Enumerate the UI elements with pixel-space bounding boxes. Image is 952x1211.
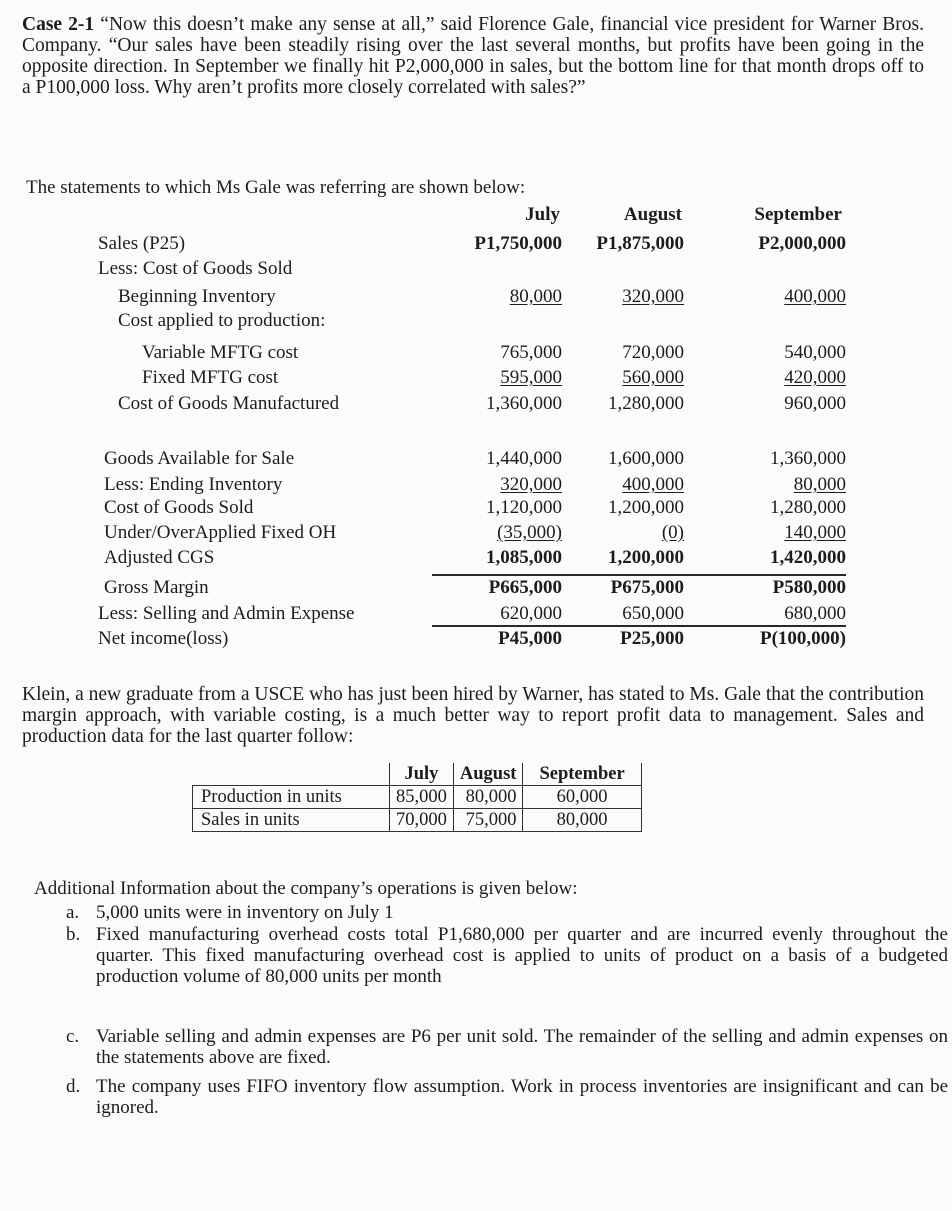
cell-fixed-mftg-july: 595,000 — [500, 367, 562, 388]
row-label-ending-inventory: Less: Ending Inventory — [104, 474, 283, 495]
row-label-less-cogs: Less: Cost of Goods Sold — [98, 258, 293, 279]
row-label-variable-mftg: Variable MFTG cost — [142, 342, 299, 363]
cell-beginning-inventory-july: 80,000 — [509, 286, 562, 307]
cell-ending-inventory-july: 320,000 — [500, 474, 562, 495]
cell-cogm-august: 1,280,000 — [608, 393, 684, 414]
table-row — [193, 809, 642, 832]
cell-beginning-inventory-september: 400,000 — [784, 286, 846, 307]
cell-cogs-september: 1,280,000 — [770, 497, 846, 518]
statements-intro: The statements to which Ms Gale was referring are shown below: — [26, 177, 526, 198]
list-item-marker: d. — [66, 1076, 81, 1097]
rule-gross-margin — [432, 574, 846, 576]
cell-cogs-august: 1,200,000 — [608, 497, 684, 518]
list-item-marker: c. — [66, 1026, 80, 1047]
col-header-august: August — [623, 204, 682, 225]
units-col-header-august: August — [453, 763, 523, 786]
row-label-selling-admin: Less: Selling and Admin Expense — [98, 603, 355, 624]
cell-sales-august: P1,875,000 — [596, 233, 684, 254]
case-label: Case 2-1 — [22, 14, 95, 35]
intro-paragraph — [22, 14, 924, 98]
cell-cogs-july: 1,120,000 — [486, 497, 562, 518]
row-label-net-income: Net income(loss) — [98, 628, 229, 649]
row-label-cogm: Cost of Goods Manufactured — [118, 393, 340, 414]
row-label-fixed-mftg: Fixed MFTG cost — [142, 367, 279, 388]
cell-selling-admin-august: 650,000 — [622, 603, 684, 624]
list-item: 5,000 units were in inventory on July 1 — [96, 902, 394, 923]
cell-cogm-july: 1,360,000 — [486, 393, 562, 414]
row-label-cogs: Cost of Goods Sold — [104, 497, 254, 518]
units-cell: 80,000 — [453, 786, 523, 809]
list-item-marker: a. — [66, 902, 80, 923]
units-table — [192, 763, 642, 832]
cell-cogm-september: 960,000 — [784, 393, 846, 414]
units-col-header-september: September — [523, 763, 641, 786]
cell-net-income-september: P(100,000) — [759, 628, 846, 649]
row-label-gross-margin: Gross Margin — [104, 577, 209, 598]
units-cell: 60,000 — [523, 786, 641, 809]
units-col-header-july: July — [390, 763, 454, 786]
cell-goods-available-september: 1,360,000 — [770, 448, 846, 469]
units-cell: 85,000 — [390, 786, 454, 809]
cell-adjusted-cgs-september: 1,420,000 — [770, 547, 846, 568]
cell-goods-available-august: 1,600,000 — [608, 448, 684, 469]
units-row-label: Production in units — [193, 786, 390, 809]
cell-selling-admin-july: 620,000 — [500, 603, 562, 624]
cell-sales-july: P1,750,000 — [474, 233, 562, 254]
cell-fixed-mftg-september: 420,000 — [784, 367, 846, 388]
units-header-blank — [193, 763, 390, 786]
cell-fixed-mftg-august: 560,000 — [622, 367, 684, 388]
col-header-september: September — [754, 204, 842, 225]
cell-net-income-july: P45,000 — [498, 628, 562, 649]
cell-sales-september: P2,000,000 — [758, 233, 846, 254]
row-label-goods-available: Goods Available for Sale — [104, 448, 295, 469]
units-cell: 70,000 — [390, 809, 454, 832]
cell-ending-inventory-september: 80,000 — [793, 474, 846, 495]
list-item: Variable selling and admin expenses are P6 per unit sold. The remainder of the selling and admin expenses on the statements above are fixed. — [96, 1026, 948, 1068]
cell-selling-admin-september: 680,000 — [784, 603, 846, 624]
cell-under-over-august: (0) — [661, 522, 684, 543]
row-label-under-over-applied: Under/OverApplied Fixed OH — [104, 522, 337, 543]
units-row-label: Sales in units — [193, 809, 390, 832]
cell-beginning-inventory-august: 320,000 — [622, 286, 684, 307]
cell-adjusted-cgs-july: 1,085,000 — [486, 547, 562, 568]
cell-ending-inventory-august: 400,000 — [622, 474, 684, 495]
cell-under-over-september: 140,000 — [784, 522, 846, 543]
additional-heading: Additional Information about the company’s operations is given below: — [34, 878, 578, 899]
cell-gross-margin-july: P665,000 — [488, 577, 562, 598]
list-item-marker: b. — [66, 924, 81, 945]
row-label-cost-applied: Cost applied to production: — [118, 310, 326, 331]
list-item: Fixed manufacturing overhead costs total P1,680,000 per quarter and are incurred evenly throughout the quarter. This fixed manufacturing overhead cost is applied to units of product on a basis of a budgeted production volume of 80,000 units per month — [96, 924, 948, 987]
klein-paragraph: Klein, a new graduate from a USCE who has just been hired by Warner, has stated to Ms. Gale that the contribution margin approach, with variable costing, is a much better way to report profit data to management. Sales and production data for the last quarter follow: — [22, 684, 924, 747]
cell-gross-margin-september: P580,000 — [772, 577, 846, 598]
row-label-adjusted-cgs: Adjusted CGS — [104, 547, 215, 568]
cell-adjusted-cgs-august: 1,200,000 — [608, 547, 684, 568]
row-label-sales: Sales (P25) — [98, 233, 186, 254]
cell-variable-mftg-august: 720,000 — [622, 342, 684, 363]
col-header-july: July — [525, 204, 560, 225]
table-row — [193, 786, 642, 809]
intro-text: “Now this doesn’t make any sense at all,” said Florence Gale, financial vice president for Warner Bros. Company. “Our sales have been steadily rising over the last several months, but profits have been going in the opposite direction. In September we finally hit P2,000,000 in sales, but the bottom line for that month drops off to a P100,000 loss. Why aren’t profits more closely correlated with sales?” — [22, 14, 924, 98]
cell-under-over-july: (35,000) — [497, 522, 562, 543]
list-item: The company uses FIFO inventory flow assumption. Work in process inventories are insignificant and can be ignored. — [96, 1076, 948, 1118]
row-label-beginning-inventory: Beginning Inventory — [118, 286, 276, 307]
cell-variable-mftg-july: 765,000 — [500, 342, 562, 363]
units-cell: 75,000 — [453, 809, 523, 832]
units-cell: 80,000 — [523, 809, 641, 832]
cell-gross-margin-august: P675,000 — [610, 577, 684, 598]
cell-net-income-august: P25,000 — [620, 628, 684, 649]
cell-variable-mftg-september: 540,000 — [784, 342, 846, 363]
rule-net-income — [432, 625, 846, 627]
cell-goods-available-july: 1,440,000 — [486, 448, 562, 469]
